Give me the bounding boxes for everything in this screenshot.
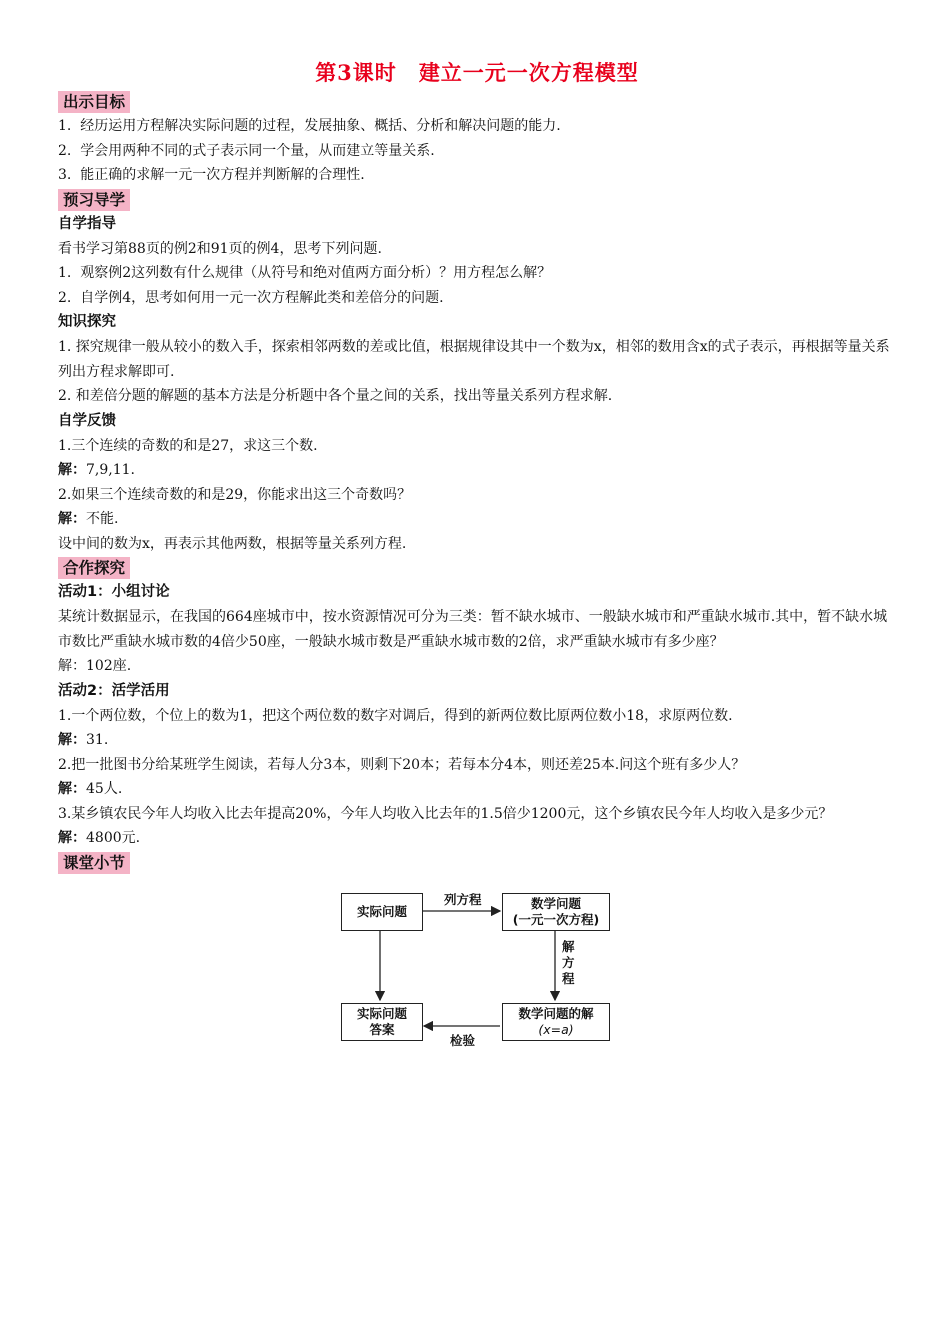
answer-label: 解：	[58, 732, 86, 748]
answer-text: 不能.	[86, 511, 119, 527]
answer-text: 7,9,11.	[86, 462, 135, 478]
answer-label: 解：	[58, 462, 86, 478]
answer-text: 31.	[86, 732, 109, 748]
box-math-solution	[502, 1003, 610, 1041]
label-solve-2: 方	[562, 954, 575, 970]
activity-2-question: 2.把一批图书分给某班学生阅读，若每人分3本，则剩下20本；若每本分4本，则还差25本.问这个班有多少人？	[58, 756, 746, 773]
answer-label: 解：	[58, 511, 86, 527]
activity-2-question: 3.某乡镇农民今年人均收入比去年提高20%，今年人均收入比去年的1.5倍少1200元，这个乡镇农民今年人均收入是多少元？	[58, 805, 833, 822]
feedback-question: 1.三个连续的奇数的和是27，求这三个数.	[58, 437, 318, 454]
answer-text: 4800元.	[86, 830, 141, 846]
activity-2-answer	[58, 728, 896, 753]
section-tag-summary: 课堂小节	[58, 852, 130, 874]
subheading-activity-1: 活动1：小组讨论	[58, 584, 170, 600]
box-math-problem-label: 数学问题	[530, 895, 581, 911]
feedback-note: 设中间的数为x，再表示其他两数，根据等量关系列方程.	[58, 535, 407, 552]
activity-1-text: 某统计数据显示，在我国的664座城市中，按水资源情况可分为三类：暂不缺水城市、一般缺水城市和严重缺水城市.其中，暂不缺水城市数比严重缺水城市数的4倍少50座，一般缺水城市数是严重缺水城市数的2倍，求严重缺水城市有多少座？	[58, 609, 888, 650]
box-math-problem	[502, 893, 610, 931]
section-tag-preview: 预习导学	[58, 189, 130, 211]
activity-2-question: 1.一个两位数，个位上的数为1，把这个两位数的数字对调后，得到的新两位数比原两位数小18，求原两位数.	[58, 707, 733, 724]
section-tag-cooperate: 合作探究	[58, 557, 130, 579]
label-solve-1: 解	[562, 938, 575, 954]
subheading-knowledge: 知识探究	[58, 314, 116, 330]
lesson-topic: 建立一元一次方程模型	[418, 60, 639, 85]
box-real-answer-sub: 答案	[369, 1021, 395, 1037]
answer-label: 解：	[58, 781, 86, 797]
feedback-answer	[58, 458, 896, 483]
page-title	[58, 58, 896, 88]
feedback-question: 2.如果三个连续奇数的和是29，你能求出这三个奇数吗？	[58, 486, 412, 503]
activity-2-answer	[58, 777, 896, 802]
answer-label: 解：	[58, 830, 86, 846]
knowledge-paragraph: 1. 探究规律一般从较小的数入手，探索相邻两数的差或比值，根据规律设其中一个数为x，相邻的数用含x的式子表示，再根据等量关系列出方程求解即可.	[58, 339, 890, 380]
feedback-answer	[58, 507, 896, 532]
activity-1-answer: 解：102座.	[58, 658, 132, 674]
goal-item: 3. 能正确的求解一元一次方程并判断解的合理性.	[58, 167, 365, 183]
activity-2-answer	[58, 826, 896, 851]
box-math-problem-sub: (一元一次方程)	[512, 911, 600, 927]
subheading-self-study: 自学指导	[58, 215, 116, 232]
box-real-answer	[341, 1003, 423, 1041]
lesson-number: 第3课时	[315, 60, 397, 85]
goal-item: 1. 经历运用方程解决实际问题的过程，发展抽象、概括、分析和解决问题的能力.	[58, 118, 561, 134]
label-check: 检验	[450, 1032, 476, 1048]
self-study-line: 看书学习第88页的例2和91页的例4，思考下列问题.	[58, 240, 382, 257]
subheading-activity-2: 活动2：活学活用	[58, 682, 170, 699]
box-math-solution-sub: (x=a)	[538, 1021, 574, 1037]
section-tag-goals: 出示目标	[58, 91, 130, 113]
box-real-problem	[341, 893, 423, 931]
subheading-feedback: 自学反馈	[58, 412, 116, 429]
knowledge-paragraph: 2. 和差倍分题的解题的基本方法是分析题中各个量之间的关系，找出等量关系列方程求解.	[58, 388, 613, 404]
self-study-line: 1. 观察例2这列数有什么规律（从符号和绝对值两方面分析）？用方程怎么解？	[58, 265, 552, 281]
worksheet-page	[58, 58, 896, 1049]
answer-text: 45人.	[86, 781, 123, 797]
box-math-solution-label: 数学问题的解	[518, 1005, 594, 1021]
goal-item: 2. 学会用两种不同的式子表示同一个量，从而建立等量关系.	[58, 142, 435, 159]
flow-diagram	[58, 881, 896, 1049]
label-solve-3: 程	[562, 970, 575, 986]
self-study-line: 2. 自学例4，思考如何用一元一次方程解此类和差倍分的问题.	[58, 289, 444, 306]
box-real-problem-label: 实际问题	[356, 903, 407, 919]
label-formulate: 列方程	[444, 891, 482, 907]
box-real-answer-label: 实际问题	[356, 1005, 407, 1021]
